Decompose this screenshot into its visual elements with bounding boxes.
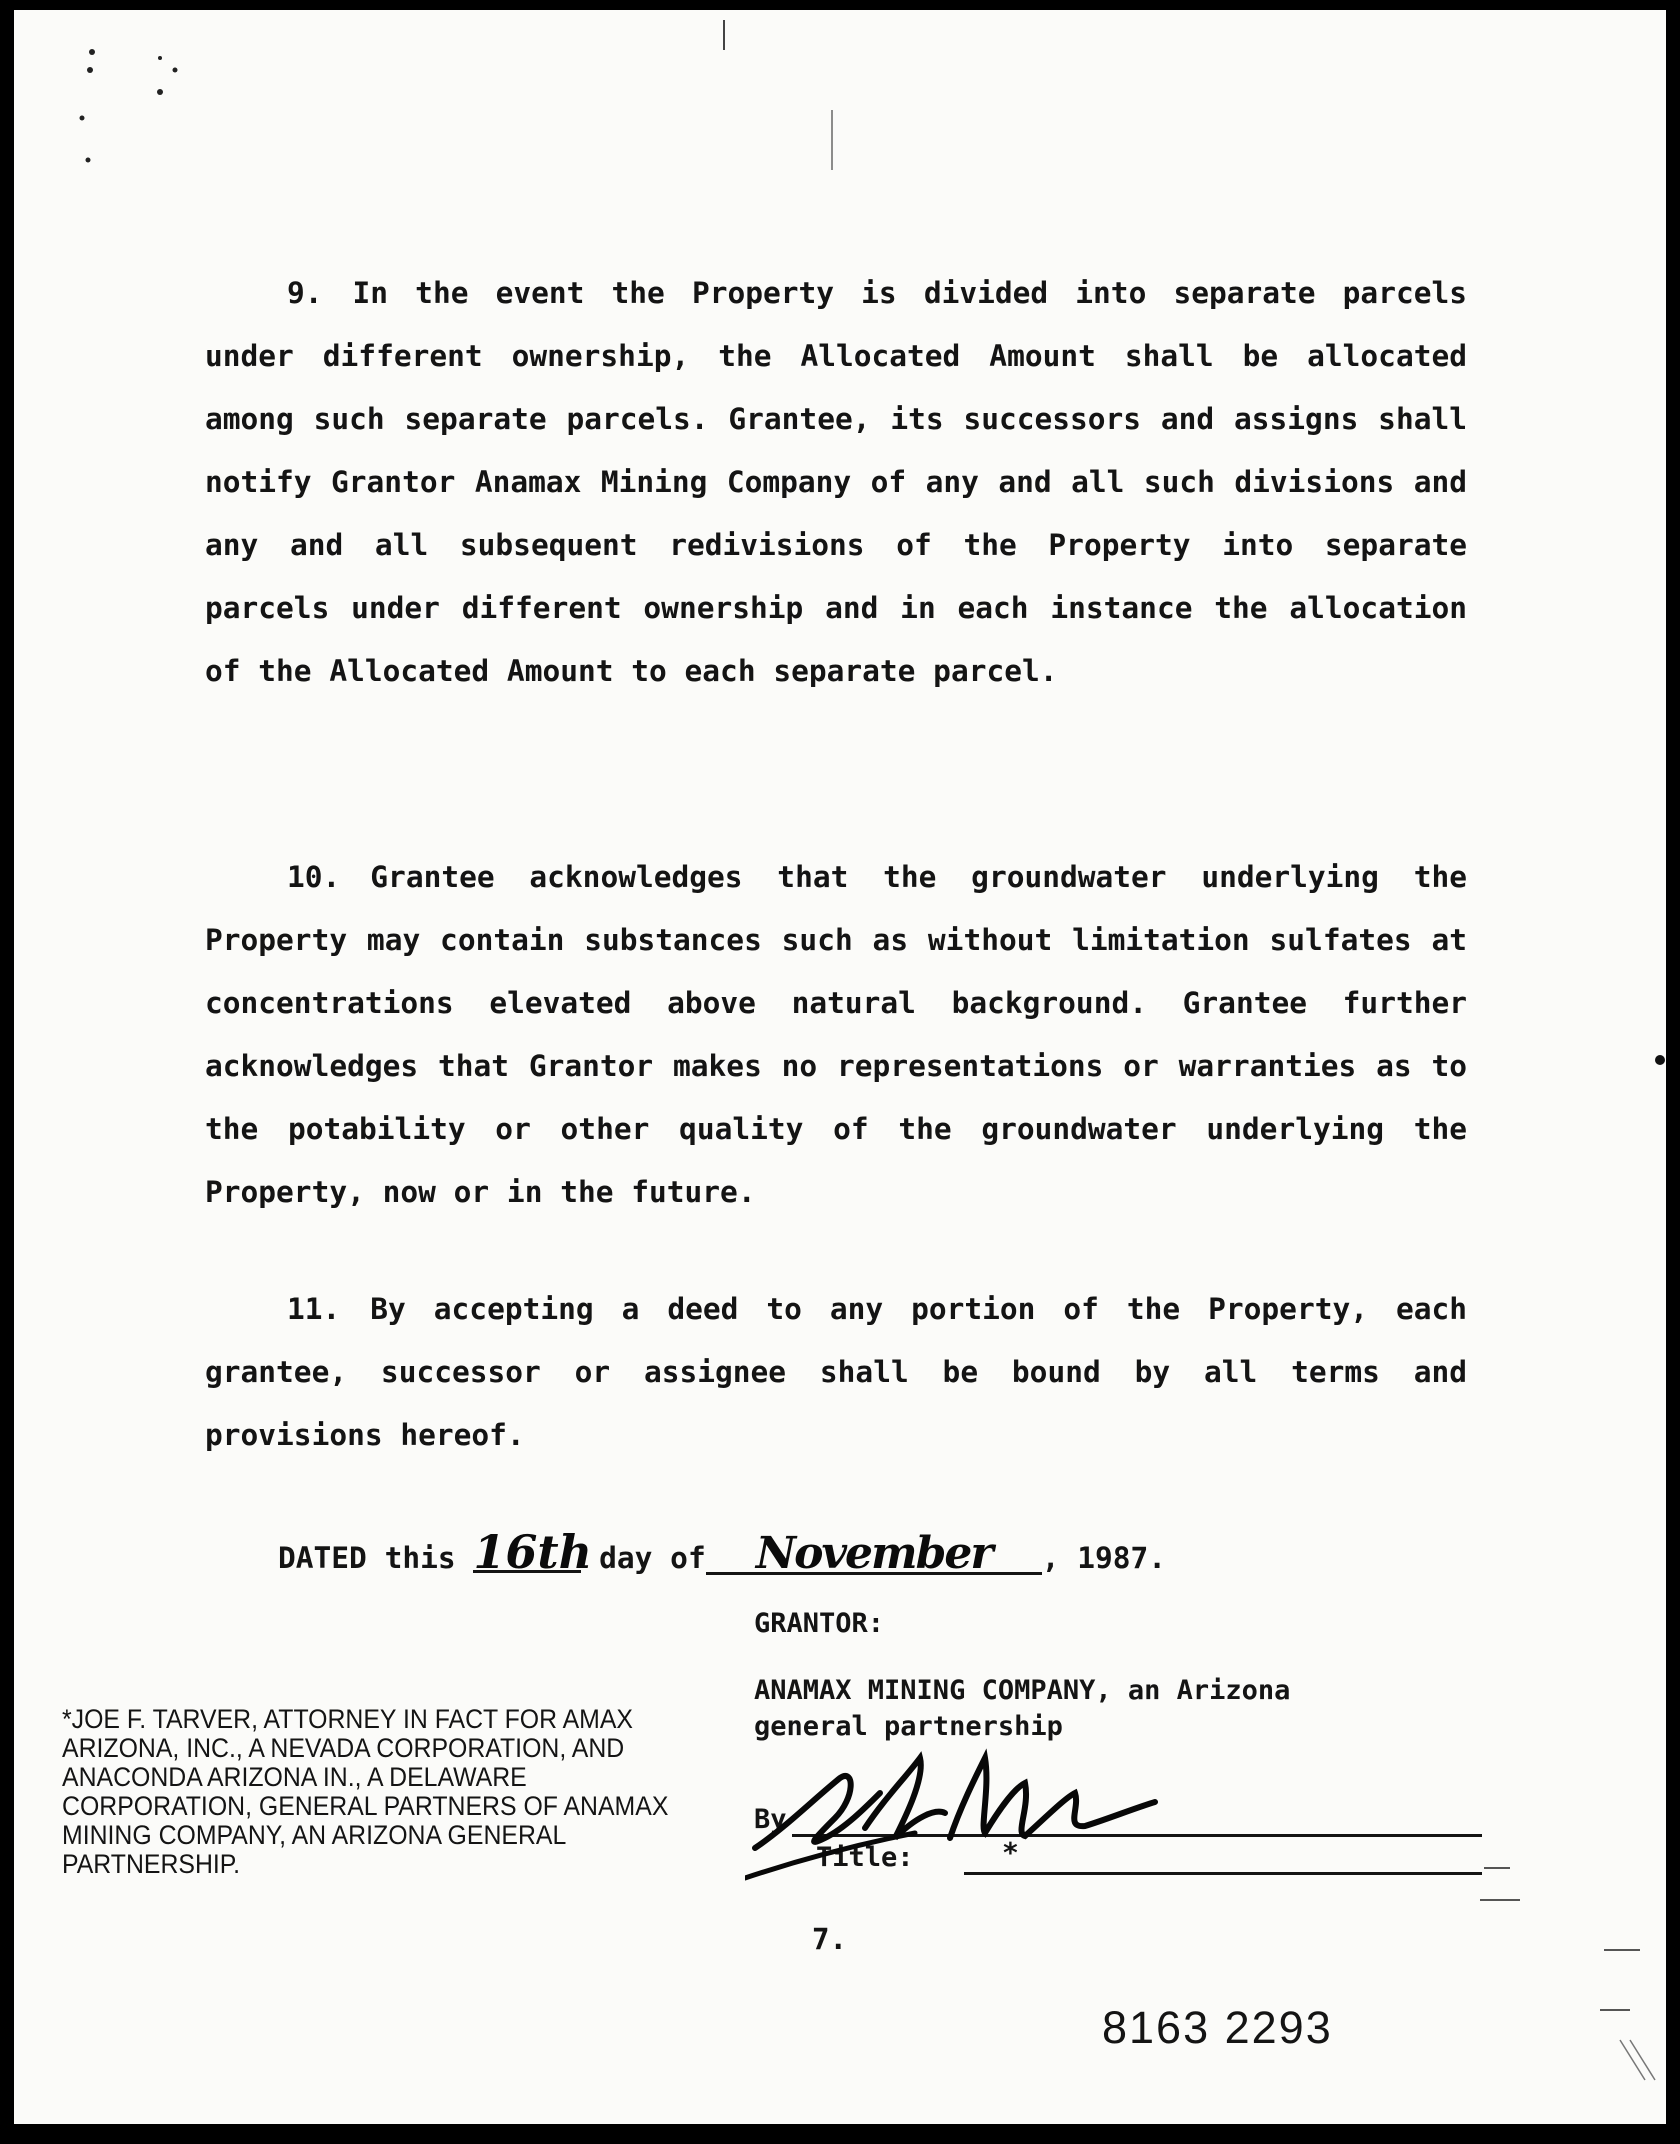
paragraph-10 — [205, 846, 1467, 1224]
paragraph-9 — [205, 262, 1467, 703]
dated-month-field: November — [706, 1536, 1042, 1575]
page-number: 7. — [812, 1922, 847, 1956]
handwritten-signature — [745, 1738, 1165, 1888]
grantor-label: GRANTOR: — [754, 1608, 885, 1639]
title-value: * — [1002, 1836, 1019, 1869]
dated-prefix: DATED this — [278, 1541, 456, 1575]
dated-day-field: 16th — [473, 1525, 593, 1579]
paragraph-text: In the event the Property is divided into separate parcels under different ownership, the Allocated Amount shall be allocated among such separate parcels. Grantee, its successors and assigns shall notify Grantor Anamax Mining Company of any and all such divisions and any and all subsequent redivisions of the Property into separate parcels under different ownership and in each instance the allocation of the Allocated Amount to each separate parcel. — [205, 276, 1467, 688]
title-label: Title: — [816, 1842, 914, 1873]
paragraph-11 — [205, 1278, 1467, 1467]
attorney-note: *JOE F. TARVER, ATTORNEY IN FACT FOR AMAX ARIZONA, INC., A NEVADA CORPORATION, AND ANACONDA ARIZONA IN., A DELAWARE CORPORATION, GENERAL PARTNERS OF ANAMAX MINING COMPANY, AN ARIZONA GENERAL PARTNERSHIP. — [62, 1704, 669, 1879]
paragraph-text: By accepting a deed to any portion of the Property, each grantee, successor or assignee shall be bound by all terms and provisions hereof. — [205, 1292, 1467, 1452]
paragraph-number: 11. — [287, 1292, 341, 1326]
dated-suffix: , 1987. — [1041, 1541, 1167, 1575]
document-number: 8163 2293 — [1102, 2002, 1333, 2053]
paragraph-number: 9. — [287, 276, 323, 310]
dated-middle: day of — [599, 1541, 706, 1575]
grantor-name: ANAMAX MINING COMPANY, an Arizona general partnership — [754, 1675, 1291, 1742]
dated-line — [278, 1525, 1167, 1588]
paragraph-number: 10. — [287, 860, 341, 894]
paragraph-text: Grantee acknowledges that the groundwater underlying the Property may contain substances such as without limitation sulfates at concentrations elevated above natural background. Grantee further acknowledges that Grantor makes no representations or warranties as to the potability or other quality of the groundwater underlying the Property, now or in the future. — [205, 860, 1467, 1209]
by-label: By — [754, 1804, 787, 1835]
